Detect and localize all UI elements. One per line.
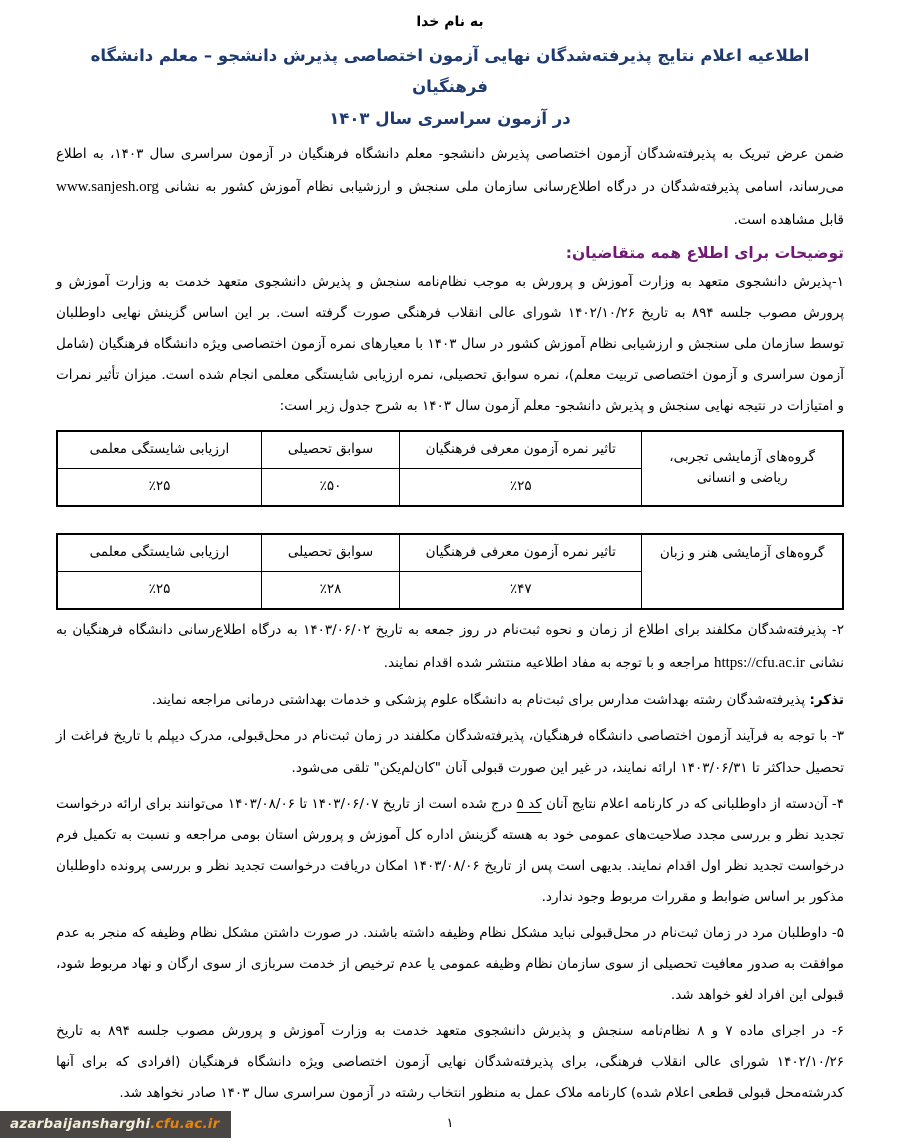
table2-value-exam-impact: ٪۴۷ [400,571,642,609]
code-5-underlined: کد ۵ [516,795,542,812]
table1-group-label-line1: گروه‌های آزمایشی تجربی، [669,448,816,465]
table2-value-academic-records: ٪۲۸ [261,571,399,609]
intro-paragraph [56,139,844,236]
item2-text-before-url: ۲- پذیرفته‌شدگان مکلفند برای اطلاع از زمان و نحوه ثبت‌نام در روز جمعه به تاریخ ۱۴۰۳/۰۶/۰۲ به درگاه اطلاع‌رسانی دانشگاه فرهنگیان به نشانی [56,621,844,671]
table1-value-teaching-competency: ٪۲۵ [57,468,261,506]
table2-group-label: گروه‌های آزمایشی هنر و زبان [659,544,825,561]
page-number: ۱ [446,1116,454,1131]
document-title-line2: در آزمون سراسری سال ۱۴۰۳ [329,108,571,128]
item4-text-after-code: درج شده است از تاریخ ۱۴۰۳/۰۶/۰۷ تا ۱۴۰۳/۰۸/۰۶ می‌توانند برای ارائه درخواست تجدید نظر و بررسی مجدد صلاحیت‌های عمومی خود به هسته گزینش اداره کل آموزش و پرورش استان بومی مراجعه و نسبت به تکمیل فرم درخواست تجدید نظر اول اقدام نمایند. بدیهی است پس از تاریخ ۱۴۰۳/۰۸/۰۶ امکان دریافت درخواست تجدید نظر و بررسی پرونده داوطلبان مذکور بر اساس ضوابط و مقررات مربوط وجود ندارد. [56,795,844,905]
note-paragraph [56,685,844,716]
site-watermark [0,1111,231,1138]
score-weights-table-main-groups [56,430,844,507]
table1-group-label-line2: ریاضی و انسانی [696,470,788,487]
section-heading: توضیحات برای اطلاع همه متقاضیان: [565,243,844,262]
table2-header-exam-impact: تاثیر نمره آزمون معرفی فرهنگیان [400,534,642,572]
document-title-line1: اطلاعیه اعلام نتایج پذیرفته‌شدگان نهایی آزمون اختصاصی پذیرش دانشجو – معلم دانشگاه فرهنگیان [90,46,810,97]
note-label: تذکر: [809,692,844,709]
table-row [57,534,843,572]
item-1-paragraph: ۱-پذیرش دانشجوی متعهد به وزارت آموزش و پرورش به موجب نظام‌نامه سنجش و پذیرش دانشجوی متعهد خدمت به وزارت آموزش و پرورش مصوب جلسه ۸۹۴ به تاریخ ۱۴۰۲/۱۰/۲۶ شورای عالی انقلاب فرهنگی صورت گرفته است. بر این اساس گزینش نهایی داوطلبان توسط سازمان ملی سنجش و ارزشیابی نظام آموزش کشور در سال ۱۴۰۳ با معیارهای نمره آزمون اختصاصی ویژه دانشگاه فرهنگیان (شامل آزمون سراسری و آزمون اختصاصی تربیت معلم)، نمره سوابق تحصیلی، نمره ارزیابی شایستگی معلمی انجام شده است. میزان تأثیر نمرات و امتیازات در نتیجه نهایی سنجش و پذیرش دانشجو- معلم آزمون سال ۱۴۰۳ به شرح جدول زیر است: [56,273,844,414]
document-title [56,40,844,134]
item4-text-before-code: ۴- آن‌دسته از داوطلبانی که در کارنامه اعلام نتایج آنان [541,795,844,812]
item-6-paragraph: ۶- در اجرای ماده ۷ و ۸ نظام‌نامه سنجش و پذیرش دانشجوی متعهد خدمت به وزارت آموزش و پرورش مصوب جلسه ۸۹۴ به تاریخ ۱۴۰۲/۱۰/۲۶ شورای عالی انقلاب فرهنگی، برای پذیرفته‌شدگان نهایی آزمون اختصاصی ویژه دانشگاه فرهنگیان (افرادی که برای آنها کدرشته‌محل قبولی قطعی اعلام شده) کارنامه ملاک عمل به منظور انتخاب رشته در آزمون سراسری سال ۱۴۰۳ صادر نخواهد شد. [56,1022,844,1101]
watermark-site-domain: .cfu.ac.ir [150,1116,220,1132]
table1-header-exam-impact: تاثیر نمره آزمون معرفی فرهنگیان [400,431,642,469]
watermark-site-name: azarbaijansharghi [10,1116,151,1132]
item-3-paragraph: ۳- با توجه به فرآیند آزمون اختصاصی دانشگاه فرهنگیان، پذیرفته‌شدگان مکلفند در زمان ثبت‌نام در محل‌قبولی، مدرک دیپلم با تاریخ فراغت از تحصیل حداکثر تا ۱۴۰۳/۰۶/۳۱ ارائه نمایند، در غیر این صورت قبولی آنان "کان‌لم‌یکن" تلقی می‌شود. [56,728,844,776]
item2-text-after-url: مراجعه و با توجه به مفاد اطلاعیه منتشر شده اقدام نمایند. [383,654,714,671]
table2-header-academic-records: سوابق تحصیلی [261,534,399,572]
table1-group-label-cell [642,431,843,506]
item-4-paragraph [56,789,844,913]
cfu-url: https://cfu.ac.ir [713,654,805,671]
intro-text-after-url: قابل مشاهده است. [733,211,844,228]
note-text: پذیرفته‌شدگان رشته بهداشت مدارس برای ثبت‌نام به دانشگاه علوم پزشکی و خدمات بهداشتی درمانی مراجعه نمایند. [151,692,810,709]
table2-header-teaching-competency: ارزیابی شایستگی معلمی [57,534,261,572]
table1-header-teaching-competency: ارزیابی شایستگی معلمی [57,431,261,469]
intro-text-before-url: ضمن عرض تبریک به پذیرفته‌شدگان آزمون اختصاصی پذیرش دانشجو- معلم دانشگاه فرهنگیان در آزمون سراسری سال ۱۴۰۳، به اطلاع می‌رساند، اسامی پذیرفته‌شدگان در درگاه اطلاع‌رسانی سازمان ملی سنجش و ارزشیابی نظام آموزش کشور به نشانی [56,146,845,196]
bismillah-text: به نام خدا [416,14,484,30]
table1-value-academic-records: ٪۵۰ [261,468,399,506]
table2-value-teaching-competency: ٪۲۵ [57,571,261,609]
table1-header-academic-records: سوابق تحصیلی [261,431,399,469]
item-5-paragraph: ۵- داوطلبان مرد در زمان ثبت‌نام در محل‌قبولی نباید مشکل نظام وظیفه داشته باشند. در صورت داشتن مشکل نظام وظیفه که منجر به عدم موافقت به صدور معافیت تحصیلی از سوی سازمان نظام وظیفه عمومی یا عدم ترخیص از خدمت سربازی از سوی ارگان و نهاد مربوط شود، قبولی این افراد لغو خواهد شد. [56,924,844,1003]
table-row [57,431,843,469]
item-2-paragraph [56,615,844,681]
score-weights-table-art-language-groups [56,533,844,610]
table1-value-exam-impact: ٪۲۵ [400,468,642,506]
table2-group-label-cell [642,534,843,609]
sanjesh-url: www.sanjesh.org [56,179,159,196]
